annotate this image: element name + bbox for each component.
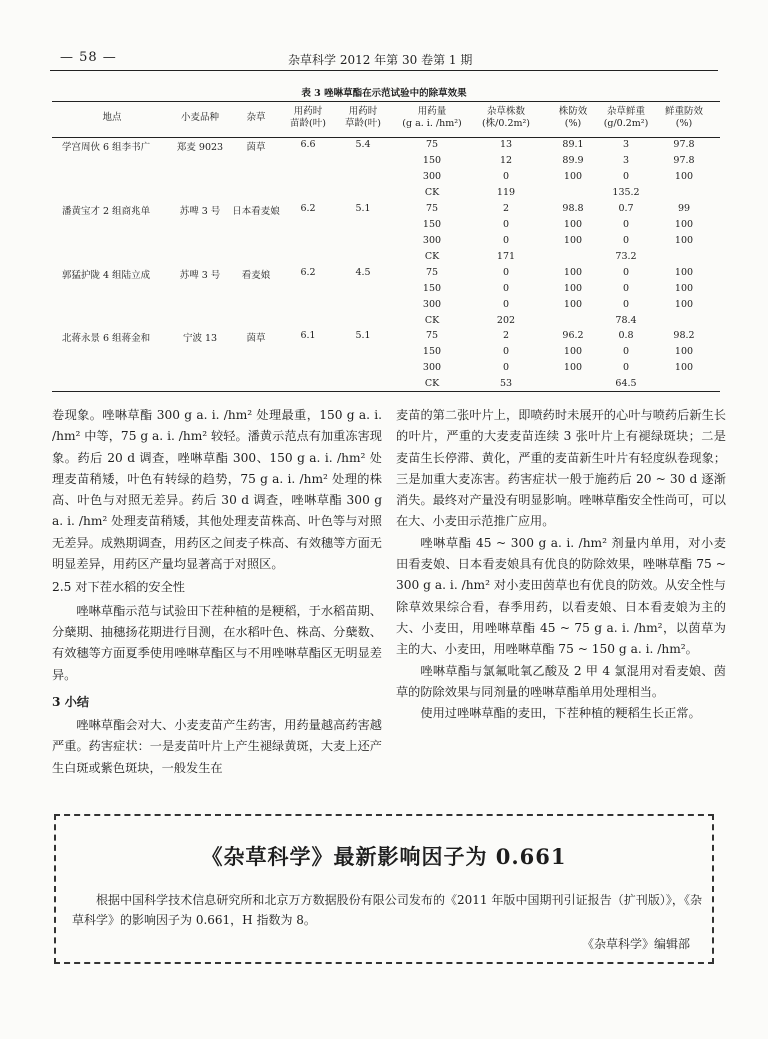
table-cell-weed-count: 0	[502, 267, 510, 278]
table-cell-dose: CK	[424, 377, 440, 389]
table-header-cell: 杂草	[246, 112, 266, 123]
header-rule	[50, 70, 718, 71]
table-cell-fresh-weight: 0	[622, 361, 630, 373]
table-cell-plant-efficacy: 100	[563, 234, 583, 246]
table-header-cell: 小麦品种	[180, 112, 220, 123]
table-cell-weight-efficacy: 97.8	[673, 154, 695, 166]
table-cell-weed-count: 12	[499, 154, 513, 166]
table-cell-dose: 150	[422, 345, 442, 357]
table-cell-fresh-weight: 64.5	[615, 377, 637, 389]
table-cell-dose: CK	[424, 314, 440, 326]
table-header-cell: 地点	[102, 112, 122, 123]
table-cell-weed-count: 53	[499, 377, 513, 389]
table-cell-dose: 150	[422, 154, 442, 166]
table-cell-fresh-weight: 0	[622, 298, 630, 310]
table-cell-weed: 看麦娘	[241, 270, 271, 281]
notice-signature: 《杂草科学》编辑部	[581, 937, 690, 951]
table-cell-site: 学宫周伙 6 组李书广	[62, 142, 151, 153]
table-cell-site: 潘黄宝才 2 组商兆单	[62, 206, 151, 217]
table-cell-weight-efficacy: 98.2	[673, 330, 695, 341]
table-cell-variety: 苏啤 3 号	[179, 206, 221, 217]
table-cell-weight-efficacy: 100	[674, 282, 694, 294]
table-cell-dose: 150	[422, 282, 442, 294]
table-top-rule	[52, 101, 720, 102]
paragraph: 麦苗的第二张叶片上，即喷药时未展开的心叶与喷药后新生长的叶片，严重的大麦麦苗连续 3 张叶片上有褪绿斑块；二是麦苗生长停滞、黄化，严重的麦苗新生叶片有轻度纵卷现象；三是加重大麦冻害。药害症状一般于施药后 20 ~ 30 d 逐渐消失。最终对产量没有明显影响。唑啉草酯安全性尚可，可以在大、小麦田示范推广应用。	[396, 408, 726, 529]
table-cell-dose: 75	[425, 330, 439, 341]
table-cell-weight-efficacy: 100	[674, 298, 694, 310]
table-cell-site: 北蒋永景 6 组蒋金和	[62, 333, 151, 344]
table-cell-dose: 75	[425, 203, 439, 214]
table-cell-weed-count: 0	[502, 345, 510, 357]
table-cell-weight-efficacy: 100	[674, 234, 694, 246]
table-caption: 表 3 唑啉草酯在示范试验中的除草效果	[301, 88, 467, 99]
table-header-cell: 用药时 苗龄(叶)	[290, 106, 326, 129]
notice-title: 《杂草科学》最新影响因子为 0.661	[201, 844, 567, 869]
table-cell-fresh-weight: 0	[622, 267, 630, 278]
table-cell-weed-count: 2	[502, 330, 510, 341]
table-cell-weed-leaf: 4.5	[355, 267, 371, 278]
table-bottom-rule	[52, 391, 720, 392]
table-cell-weight-efficacy: 97.8	[673, 139, 695, 150]
table-cell-weed-leaf: 5.1	[355, 203, 371, 214]
table-cell-weed-count: 0	[502, 298, 510, 310]
table-cell-seedling-leaf: 6.1	[300, 330, 316, 341]
table-cell-fresh-weight: 0	[622, 234, 630, 246]
table-cell-dose: 300	[422, 170, 442, 182]
table-cell-variety: 苏啤 3 号	[179, 270, 221, 281]
table-cell-weight-efficacy: 100	[674, 170, 694, 182]
table-cell-weed-count: 202	[496, 314, 516, 326]
table-cell-plant-efficacy: 100	[563, 361, 583, 373]
table-cell-dose: CK	[424, 250, 440, 262]
table-cell-weed-count: 0	[502, 361, 510, 373]
table-cell-weed-count: 0	[502, 282, 510, 294]
table-cell-weight-efficacy: 100	[674, 267, 694, 278]
paragraph: 唑啉草酯会对大、小麦麦苗产生药害，用药量越高药害越严重。药害症状：一是麦苗叶片上产生褪绿黄斑，大麦上还产生白斑或紫色斑块，一般发生在	[52, 718, 382, 775]
section-heading-2-5: 2.5 对下茬水稻的安全性	[52, 580, 185, 595]
table-cell-plant-efficacy: 100	[563, 298, 583, 310]
notice-body: 根据中国科学技术信息研究所和北京万方数据股份有限公司发布的《2011 年版中国期刊引证报告（扩刊版）》，《杂草科学》的影响因子为 0.661，H 指数为 8。	[72, 893, 702, 927]
table-cell-variety: 宁波 13	[182, 333, 218, 344]
table-cell-weed-leaf: 5.1	[355, 330, 371, 341]
left-column	[52, 405, 382, 779]
table-cell-fresh-weight: 0	[622, 218, 630, 230]
section-heading-3: 3 小结	[52, 694, 90, 709]
table-cell-dose: CK	[424, 186, 440, 198]
table-cell-weed-count: 0	[502, 218, 510, 230]
table-cell-weed: 日本看麦娘	[232, 206, 280, 217]
table-cell-seedling-leaf: 6.6	[300, 139, 316, 150]
table-cell-weed-count: 119	[496, 186, 516, 198]
table-cell-fresh-weight: 135.2	[612, 186, 640, 198]
table-cell-fresh-weight: 0	[622, 282, 630, 294]
table-cell-weed-count: 2	[502, 203, 510, 214]
table-cell-seedling-leaf: 6.2	[300, 267, 316, 278]
table-cell-seedling-leaf: 6.2	[300, 203, 316, 214]
table-cell-weight-efficacy: 100	[674, 218, 694, 230]
table-cell-fresh-weight: 3	[622, 154, 630, 166]
table-cell-dose: 300	[422, 298, 442, 310]
table-cell-plant-efficacy: 98.8	[562, 203, 584, 214]
paragraph: 唑啉草酯示范与试验田下茬种植的是粳稻，于水稻苗期、分蘖期、抽穗扬花期进行目测，在水稻叶色、株高、分蘖数、有效穗等方面夏季使用唑啉草酯区与不用唑啉草酯区无明显差异。	[52, 603, 382, 682]
table-cell-weed-leaf: 5.4	[355, 139, 371, 150]
table-cell-dose: 300	[422, 234, 442, 246]
table-cell-weed-count: 13	[499, 139, 513, 150]
table-cell-plant-efficacy: 96.2	[562, 330, 584, 341]
table-cell-plant-efficacy: 100	[563, 282, 583, 294]
table-cell-plant-efficacy: 100	[563, 170, 583, 182]
table-cell-weight-efficacy: 99	[677, 203, 691, 214]
page-number: — 58 —	[60, 50, 117, 65]
right-column	[396, 405, 726, 724]
table-cell-fresh-weight: 0.8	[618, 330, 634, 341]
table-cell-plant-efficacy: 100	[563, 218, 583, 230]
table-header-cell: 杂草株数 (株/0.2m²)	[481, 106, 531, 129]
table-header-cell: 株防效 (%)	[558, 106, 588, 129]
paragraph: 唑啉草酯 45 ~ 300 g a. i. /hm² 剂量内单用，对小麦田看麦娘、日本看麦娘具有优良的防除效果，唑啉草酯 75 ~ 300 g a. i. /hm² 对小麦田茵草也有优良的防效。从安全性与除草效果综合看，春季用药，以看麦娘、日本看麦娘为主的大、小麦田，用唑啉草酯 45 ~ 75 g a. i. /hm²，以茵草为主的大、小麦田，用唑啉草酯 75 ~ 150 g a. i. /hm²。	[396, 535, 726, 657]
table-cell-weed-count: 0	[502, 170, 510, 182]
table-cell-plant-efficacy: 89.1	[562, 139, 584, 150]
table-header-rule	[52, 137, 720, 138]
table-cell-dose: 300	[422, 361, 442, 373]
table-header-cell: 鲜重防效 (%)	[664, 106, 704, 129]
table-cell-weed: 茵草	[246, 333, 266, 344]
table-cell-fresh-weight: 3	[622, 139, 630, 150]
table-cell-weed-count: 171	[496, 250, 516, 262]
table-cell-fresh-weight: 0	[622, 170, 630, 182]
table-cell-dose: 75	[425, 267, 439, 278]
paragraph: 卷现象。唑啉草酯 300 g a. i. /hm² 处理最重，150 g a. i. /hm² 中等，75 g a. i. /hm² 较轻。潘黄示范点有加重冻害现象。药后 20 d 调查，唑啉草酯 300、150 g a. i. /hm² 处理麦苗稍矮，叶色有转绿的趋势，75 g a. i. /hm² 处理的株高、叶色与对照无差异。药后 30 d 调查，唑啉草酯 300 g a. i. /hm² 处理麦苗稍矮，其他处理麦苗株高、叶色等与对照无差异。成熟期调查，用药区之间麦子株高、有效穗等方面无明显差异，用药区产量均显著高于对照区。	[52, 408, 382, 572]
table-cell-fresh-weight: 78.4	[615, 314, 637, 326]
paragraph: 使用过唑啉草酯的麦田，下茬种植的粳稻生长正常。	[420, 706, 701, 721]
table-cell-site: 郭猛护陇 4 组陆立成	[62, 270, 151, 281]
table-cell-weight-efficacy: 100	[674, 345, 694, 357]
journal-header: 杂草科学 2012 年第 30 卷第 1 期	[288, 53, 473, 67]
table-cell-plant-efficacy: 100	[563, 345, 583, 357]
table-cell-fresh-weight: 0	[622, 345, 630, 357]
table-cell-weed: 茵草	[246, 142, 266, 153]
paragraph: 唑啉草酯与氯氟吡氧乙酸及 2 甲 4 氯混用对看麦娘、茵草的防除效果与同剂量的唑啉草酯单用处理相当。	[396, 663, 726, 699]
table-cell-plant-efficacy: 89.9	[562, 154, 584, 166]
table-cell-weight-efficacy: 100	[674, 361, 694, 373]
table-cell-variety: 郑麦 9023	[176, 142, 224, 153]
table-header-cell: 用药量 (g a. i. /hm²)	[402, 106, 462, 129]
table-cell-fresh-weight: 73.2	[615, 250, 637, 262]
table-cell-weed-count: 0	[502, 234, 510, 246]
table-cell-dose: 150	[422, 218, 442, 230]
table-cell-dose: 75	[425, 139, 439, 150]
table-header-cell: 杂草鲜重 (g/0.2m²)	[603, 106, 649, 129]
table-cell-plant-efficacy: 100	[563, 267, 583, 278]
table-header-cell: 用药时 草龄(叶)	[345, 106, 381, 129]
table-cell-fresh-weight: 0.7	[618, 203, 634, 214]
